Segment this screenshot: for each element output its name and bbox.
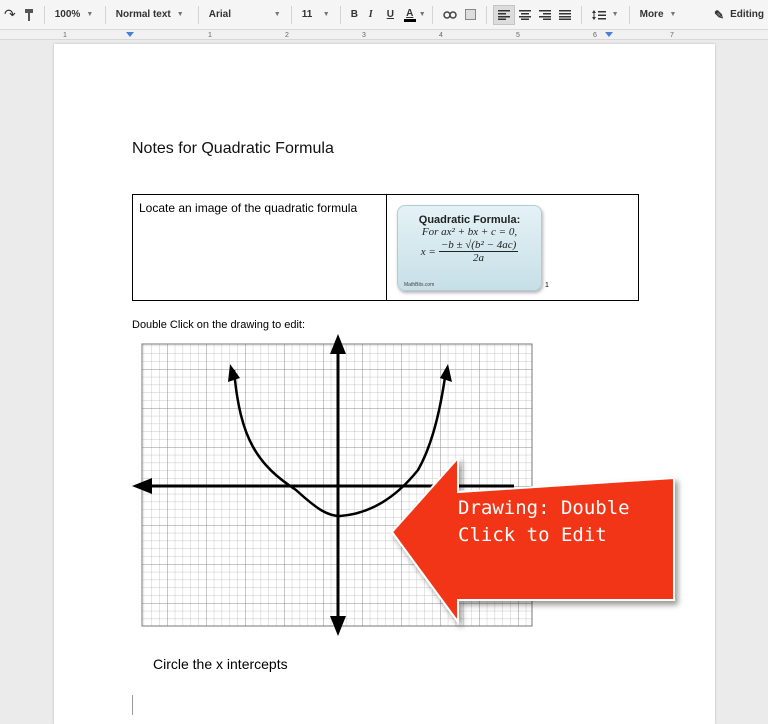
formula-title: Quadratic Formula:	[418, 214, 521, 226]
chevron-down-icon[interactable]: ▼	[418, 11, 426, 18]
text-color-swatch	[404, 19, 416, 22]
ruler[interactable]	[0, 30, 768, 40]
toolbar-divider	[486, 6, 487, 24]
style-select[interactable]	[112, 0, 192, 30]
more-label: More	[639, 9, 664, 20]
toolbar-divider	[44, 6, 45, 24]
table-row	[133, 195, 639, 301]
callout-line-2: Click to Edit	[458, 524, 607, 546]
align-justify-icon[interactable]	[555, 0, 575, 30]
quadratic-formula-image[interactable]	[397, 205, 542, 291]
graph-drawing[interactable]	[128, 330, 688, 640]
line-spacing-icon[interactable]	[588, 0, 623, 30]
toolbar-divider	[105, 6, 106, 24]
ruler-scale	[0, 30, 768, 39]
align-left-icon[interactable]	[493, 5, 515, 25]
formula-credit: MathBits.com	[404, 282, 435, 288]
chevron-down-icon: ▼	[611, 11, 619, 18]
formula-numerator: −b ± √(b² − 4ac)	[440, 239, 517, 251]
chevron-down-icon: ▼	[273, 11, 281, 18]
table-cell-text[interactable]: Locate an image of the quadratic formula	[133, 195, 387, 301]
link-icon[interactable]	[439, 0, 461, 30]
toolbar-divider	[291, 6, 292, 24]
text-cursor	[132, 695, 133, 715]
chevron-down-icon: ▼	[86, 11, 94, 18]
callout-line-1: Drawing: Double	[458, 497, 630, 519]
paint-format-icon[interactable]	[20, 0, 38, 30]
right-indent-marker-icon[interactable]	[605, 32, 613, 37]
toolbar-divider	[629, 6, 630, 24]
document-title: Notes for Quadratic Formula	[132, 140, 334, 157]
redo-icon[interactable]: ↷	[4, 6, 16, 22]
formula-fraction	[439, 239, 518, 264]
drawing-label: Double Click on the drawing to edit:	[132, 319, 306, 331]
italic-button[interactable]: I	[368, 9, 373, 20]
formula-expression	[398, 239, 541, 264]
toolbar	[0, 0, 768, 30]
editing-mode-label: Editing	[730, 9, 764, 20]
toolbar-divider	[581, 6, 582, 24]
formula-lhs: x =	[420, 245, 436, 258]
size-select[interactable]	[298, 0, 334, 30]
chevron-down-icon: ▼	[176, 11, 184, 18]
text-color-label: A	[406, 7, 414, 19]
text-color-button[interactable]	[401, 0, 419, 30]
ruler-number: 3	[362, 32, 366, 39]
formula-condition: For ax² + bx + c = 0,	[421, 226, 518, 238]
bold-button[interactable]: B	[350, 9, 358, 20]
zoom-select[interactable]	[51, 0, 99, 30]
chevron-down-icon: ▼	[669, 11, 677, 18]
size-value: 11	[301, 9, 313, 20]
font-value: Arial	[208, 9, 231, 20]
circle-intercepts-text: Circle the x intercepts	[153, 656, 288, 672]
font-select[interactable]	[205, 0, 285, 30]
toolbar-divider	[198, 6, 199, 24]
more-menu[interactable]	[636, 0, 702, 30]
pencil-icon: ✎	[714, 7, 725, 22]
ruler-number: 7	[670, 32, 674, 39]
chevron-down-icon: ▼	[322, 11, 330, 18]
style-value: Normal text	[115, 9, 171, 20]
editing-mode-button[interactable]	[710, 0, 768, 30]
ruler-number: 2	[285, 32, 289, 39]
indent-marker-icon[interactable]	[126, 32, 134, 37]
document-table[interactable]	[132, 194, 639, 301]
ruler-number: 1	[63, 32, 67, 39]
formula-denominator: 2a	[473, 252, 485, 264]
ruler-number: 1	[208, 32, 212, 39]
ruler-number: 4	[439, 32, 443, 39]
zoom-value: 100%	[54, 9, 81, 20]
footnote-marker[interactable]: 1	[545, 282, 549, 289]
toolbar-divider	[432, 6, 433, 24]
document-page[interactable]	[54, 44, 715, 724]
toolbar-divider	[340, 6, 341, 24]
ruler-number: 6	[593, 32, 597, 39]
align-right-icon[interactable]	[535, 0, 555, 30]
underline-button[interactable]: U	[386, 9, 394, 20]
comment-icon[interactable]	[461, 0, 480, 30]
align-center-icon[interactable]	[515, 0, 535, 30]
ruler-number: 5	[516, 32, 520, 39]
